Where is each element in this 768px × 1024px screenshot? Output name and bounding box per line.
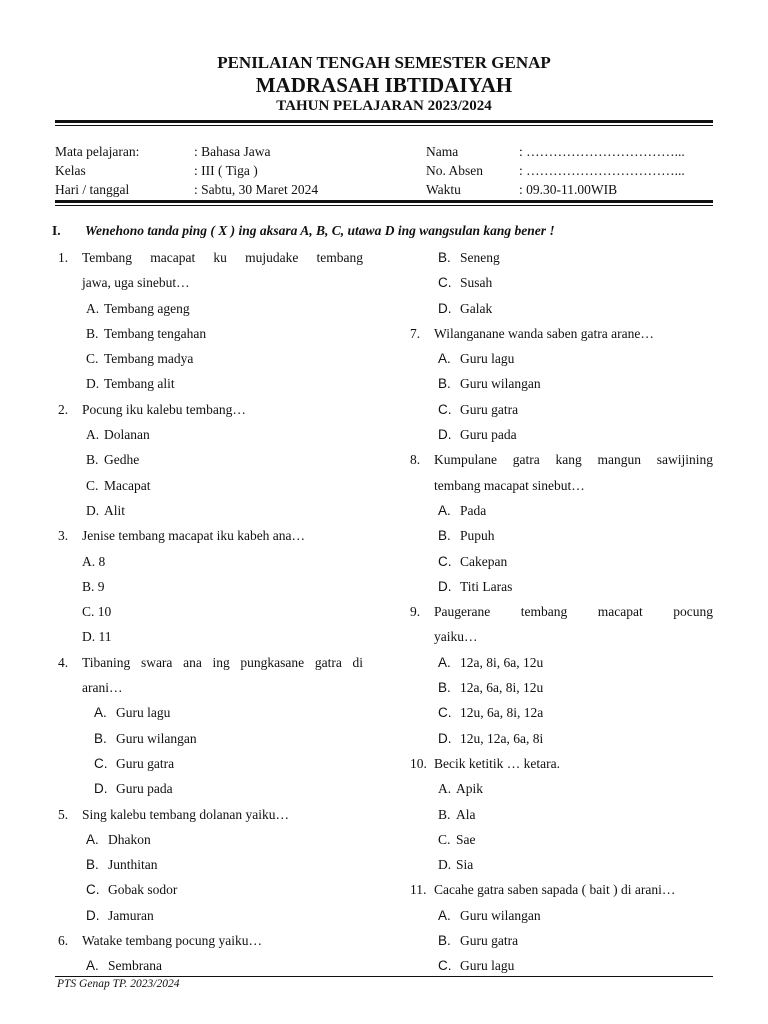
answer-option <box>58 498 363 523</box>
info-divider-thick <box>55 200 713 203</box>
text-line <box>58 624 363 649</box>
question-line <box>58 245 363 270</box>
answer-option <box>58 903 363 928</box>
option-group <box>438 700 543 725</box>
option-letter: D. <box>438 857 452 873</box>
question-number: 5. <box>58 806 69 822</box>
question-line <box>410 321 713 346</box>
option-text: Guru gatra <box>460 401 519 417</box>
option-group <box>86 296 190 321</box>
option-text: Guru lagu <box>116 705 171 721</box>
option-text: Pupuh <box>460 528 495 544</box>
option-group <box>438 928 518 953</box>
option-group <box>438 726 543 751</box>
option-text: Guru lagu <box>460 351 515 367</box>
option-letter: B. <box>94 730 107 746</box>
option-letter: B. <box>438 933 451 949</box>
option-text: Gobak sodor <box>108 882 178 898</box>
info-label: Mata pelajaran: <box>55 144 140 159</box>
answer-option <box>58 473 363 498</box>
option-text: 12a, 6a, 8i, 12u <box>460 680 544 696</box>
option-letter: A. <box>438 502 451 518</box>
header-divider-thin <box>55 125 713 126</box>
answer-option <box>58 953 363 978</box>
option-group <box>438 346 514 371</box>
instruction-text: Wenehono tanda ping ( X ) ing aksara A, B, C, utawa D ing wangsulan kang bener ! <box>85 223 555 238</box>
option-text: Susah <box>460 275 493 291</box>
info-row-date <box>55 180 318 199</box>
question-number: 3. <box>58 528 69 544</box>
text-line <box>58 599 363 624</box>
answer-option <box>410 270 713 295</box>
option-letter: C. <box>86 351 99 367</box>
info-label: No. Absen <box>426 163 483 178</box>
text-line <box>58 574 363 599</box>
option-letter: D. <box>94 781 108 797</box>
text-line <box>410 624 713 649</box>
option-group <box>86 498 125 523</box>
info-value: : Sabtu, 30 Maret 2024 <box>194 182 319 197</box>
info-label: Kelas <box>55 163 86 178</box>
question-text: Cacahe gatra saben sapada ( bait ) di arani… <box>434 882 676 898</box>
question-number: 8. <box>410 452 421 468</box>
answer-option <box>58 346 363 371</box>
info-right <box>426 142 685 199</box>
option-text: Alit <box>104 502 126 518</box>
option-letter: C. <box>86 882 100 898</box>
question-text: Tibaning swara ana ing pungkasane gatra di <box>82 654 363 670</box>
info-value: : III ( Tiga ) <box>194 163 258 178</box>
answer-option <box>410 802 713 827</box>
option-letter: C. <box>438 958 452 974</box>
answer-option <box>410 498 713 523</box>
answer-option <box>410 700 713 725</box>
option-letter: B. <box>438 680 451 696</box>
option-group <box>438 523 495 548</box>
exam-title: PENILAIAN TENGAH SEMESTER GENAP <box>217 53 551 72</box>
option-letter: D. <box>438 730 452 746</box>
answer-option <box>410 574 713 599</box>
question-text: Tembang macapat ku mujudake tembang <box>82 250 363 265</box>
option-group <box>438 296 492 321</box>
name-field: : ……………………………... <box>519 144 685 159</box>
option-text: Guru wilangan <box>460 376 541 392</box>
option-group <box>86 346 193 371</box>
option-text: Guru wilangan <box>116 730 197 746</box>
info-row-name <box>426 142 685 161</box>
left-column <box>58 245 363 979</box>
option-letter: A. <box>94 705 107 721</box>
question-text: C. 10 <box>82 604 112 620</box>
option-text: Tembang alit <box>104 376 175 392</box>
header-divider-thick <box>55 120 713 123</box>
question-text: arani… <box>82 680 123 696</box>
option-group <box>438 397 518 422</box>
option-text: Seneng <box>460 250 500 265</box>
option-group <box>86 852 158 877</box>
option-text: Sia <box>456 857 474 873</box>
info-value: : Bahasa Jawa <box>194 144 271 159</box>
question-number: 4. <box>58 654 69 670</box>
option-text: Galak <box>460 300 493 316</box>
option-group <box>86 473 150 498</box>
option-group <box>438 827 476 852</box>
option-text: Guru wilangan <box>460 907 541 923</box>
answer-option <box>58 296 363 321</box>
option-text: Titi Laras <box>460 578 513 594</box>
question-text: D. 11 <box>82 629 112 645</box>
option-group <box>438 802 476 827</box>
option-group <box>438 852 473 877</box>
answer-option <box>410 422 713 447</box>
info-row-class <box>55 161 318 180</box>
option-text: Sembrana <box>108 958 162 974</box>
answer-option <box>410 549 713 574</box>
absen-field: : ……………………………... <box>519 163 685 178</box>
option-letter: C. <box>438 831 451 847</box>
option-text: Macapat <box>104 477 151 493</box>
option-text: Jamuran <box>108 907 154 923</box>
option-text: Pada <box>460 502 487 518</box>
question-text: Wilanganane wanda saben gatra arane… <box>434 325 654 341</box>
option-text: Dolanan <box>104 427 150 443</box>
question-text: B. 9 <box>82 578 105 594</box>
option-text: Gedhe <box>104 452 140 468</box>
option-letter: B. <box>86 452 99 468</box>
question-line <box>410 447 713 472</box>
exam-header <box>0 52 768 116</box>
question-text: Jenise tembang macapat iku kabeh ana… <box>82 528 306 544</box>
option-text: Guru pada <box>460 427 517 443</box>
question-text: A. 8 <box>82 553 106 569</box>
option-text: Guru lagu <box>460 958 515 974</box>
option-text: 12u, 12a, 6a, 8i <box>460 730 544 746</box>
text-line <box>410 473 713 498</box>
question-line <box>410 751 713 776</box>
option-text: Tembang madya <box>104 351 194 367</box>
academic-year: TAHUN PELAJARAN 2023/2024 <box>276 98 492 114</box>
option-text: Ala <box>456 806 476 822</box>
answer-option <box>58 422 363 447</box>
question-text: Becik ketitik … ketara. <box>434 755 560 771</box>
answer-option <box>410 397 713 422</box>
option-text: Guru gatra <box>460 933 519 949</box>
question-number: 7. <box>410 325 421 341</box>
option-text: Junthitan <box>108 857 158 873</box>
option-text: Guru gatra <box>116 755 175 771</box>
answer-option <box>58 776 363 801</box>
question-line <box>58 523 363 548</box>
option-group <box>438 549 507 574</box>
info-value: : 09.30-11.00WIB <box>519 182 618 197</box>
question-number: 2. <box>58 401 69 417</box>
question-line <box>410 599 713 624</box>
option-letter: A. <box>438 351 451 367</box>
answer-option <box>410 726 713 751</box>
option-group <box>438 498 486 523</box>
option-text: Sae <box>456 831 476 847</box>
footer-text: PTS Genap TP. 2023/2024 <box>57 978 180 990</box>
option-group <box>94 726 197 751</box>
answer-option <box>410 776 713 801</box>
option-text: Guru pada <box>116 781 173 797</box>
answer-option <box>410 903 713 928</box>
option-group <box>438 371 541 396</box>
option-letter: A. <box>438 781 452 797</box>
option-group <box>438 422 517 447</box>
info-divider-thin <box>55 205 713 206</box>
question-text: yaiku… <box>434 629 478 645</box>
question-text: jawa, uga sinebut… <box>82 275 190 291</box>
option-group <box>86 422 150 447</box>
answer-option <box>410 296 713 321</box>
answer-option <box>410 827 713 852</box>
text-line <box>58 549 363 574</box>
answer-option <box>58 877 363 902</box>
option-letter: A. <box>438 654 451 670</box>
question-text: Paugerane tembang macapat pocung <box>434 604 713 620</box>
answer-option <box>410 371 713 396</box>
option-group <box>94 751 174 776</box>
option-group <box>438 903 541 928</box>
answer-option <box>410 928 713 953</box>
text-line <box>58 675 363 700</box>
section-number: I. <box>52 223 61 238</box>
info-row-subject <box>55 142 318 161</box>
question-number: 11. <box>410 882 427 898</box>
option-group <box>438 650 543 675</box>
option-letter: D. <box>86 376 100 392</box>
school-name: MADRASAH IBTIDAIYAH <box>255 73 513 97</box>
answer-option <box>58 827 363 852</box>
answer-option <box>58 321 363 346</box>
option-letter: C. <box>438 275 452 291</box>
option-group <box>438 245 500 270</box>
info-label: Waktu <box>426 182 461 197</box>
option-letter: A. <box>438 907 451 923</box>
option-group <box>438 270 492 295</box>
option-letter: B. <box>86 857 99 873</box>
info-label: Hari / tanggal <box>55 182 130 197</box>
answer-option <box>410 523 713 548</box>
footer-divider <box>55 976 713 977</box>
answer-option <box>58 447 363 472</box>
option-letter: C. <box>86 477 99 493</box>
info-row-absen <box>426 161 685 180</box>
option-text: Tembang ageng <box>104 300 190 316</box>
option-letter: C. <box>438 401 452 417</box>
option-letter: C. <box>438 705 452 721</box>
option-group <box>94 700 170 725</box>
question-number: 6. <box>58 933 69 949</box>
question-number: 10. <box>410 755 427 771</box>
question-line <box>58 802 363 827</box>
answer-option <box>410 245 713 270</box>
option-letter: A. <box>86 427 100 443</box>
option-letter: D. <box>438 578 452 594</box>
answer-option <box>410 650 713 675</box>
option-letter: B. <box>86 325 99 341</box>
option-text: Apik <box>456 781 483 797</box>
info-left <box>55 142 318 199</box>
option-group <box>86 903 154 928</box>
question-text: Sing kalebu tembang dolanan yaiku… <box>82 806 289 822</box>
info-row-time <box>426 180 685 199</box>
answer-option <box>58 726 363 751</box>
section-instruction <box>52 223 555 239</box>
option-letter: B. <box>438 806 451 822</box>
info-label: Nama <box>426 144 459 159</box>
option-text: Tembang tengahan <box>104 325 207 341</box>
option-letter: B. <box>438 376 451 392</box>
option-letter: D. <box>438 300 452 316</box>
option-text: 12a, 8i, 6a, 12u <box>460 654 544 670</box>
option-group <box>86 877 177 902</box>
question-line <box>410 877 713 902</box>
option-group <box>438 776 483 801</box>
option-group <box>438 675 543 700</box>
option-group <box>86 371 175 396</box>
question-text: Watake tembang pocung yaiku… <box>82 933 262 949</box>
question-line <box>58 928 363 953</box>
option-letter: B. <box>438 250 451 265</box>
option-letter: D. <box>86 502 100 518</box>
question-text: Pocung iku kalebu tembang… <box>82 401 246 417</box>
option-letter: A. <box>86 958 99 974</box>
option-group <box>86 953 162 978</box>
option-letter: C. <box>438 553 452 569</box>
right-column <box>410 245 713 979</box>
option-group <box>86 827 151 852</box>
option-group <box>94 776 173 801</box>
option-group <box>438 574 512 599</box>
answer-option <box>58 852 363 877</box>
option-group <box>86 321 206 346</box>
answer-option <box>58 700 363 725</box>
option-group <box>86 447 139 472</box>
option-text: Dhakon <box>108 831 151 847</box>
answer-option <box>410 953 713 978</box>
question-number: 9. <box>410 604 421 620</box>
question-text: Kumpulane gatra kang mangun sawijining <box>434 452 713 468</box>
option-letter: D. <box>438 427 452 443</box>
answer-option <box>58 751 363 776</box>
question-line <box>58 397 363 422</box>
option-letter: A. <box>86 831 99 847</box>
option-letter: A. <box>86 300 100 316</box>
answer-option <box>410 852 713 877</box>
option-letter: D. <box>86 907 100 923</box>
option-group <box>438 953 514 978</box>
answer-option <box>410 346 713 371</box>
option-letter: C. <box>94 755 108 771</box>
option-text: Cakepan <box>460 553 508 569</box>
text-line <box>58 270 363 295</box>
option-text: 12u, 6a, 8i, 12a <box>460 705 544 721</box>
answer-option <box>58 371 363 396</box>
question-line <box>58 650 363 675</box>
option-letter: B. <box>438 528 451 544</box>
question-text: tembang macapat sinebut… <box>434 477 585 493</box>
question-number: 1. <box>58 250 69 265</box>
answer-option <box>410 675 713 700</box>
